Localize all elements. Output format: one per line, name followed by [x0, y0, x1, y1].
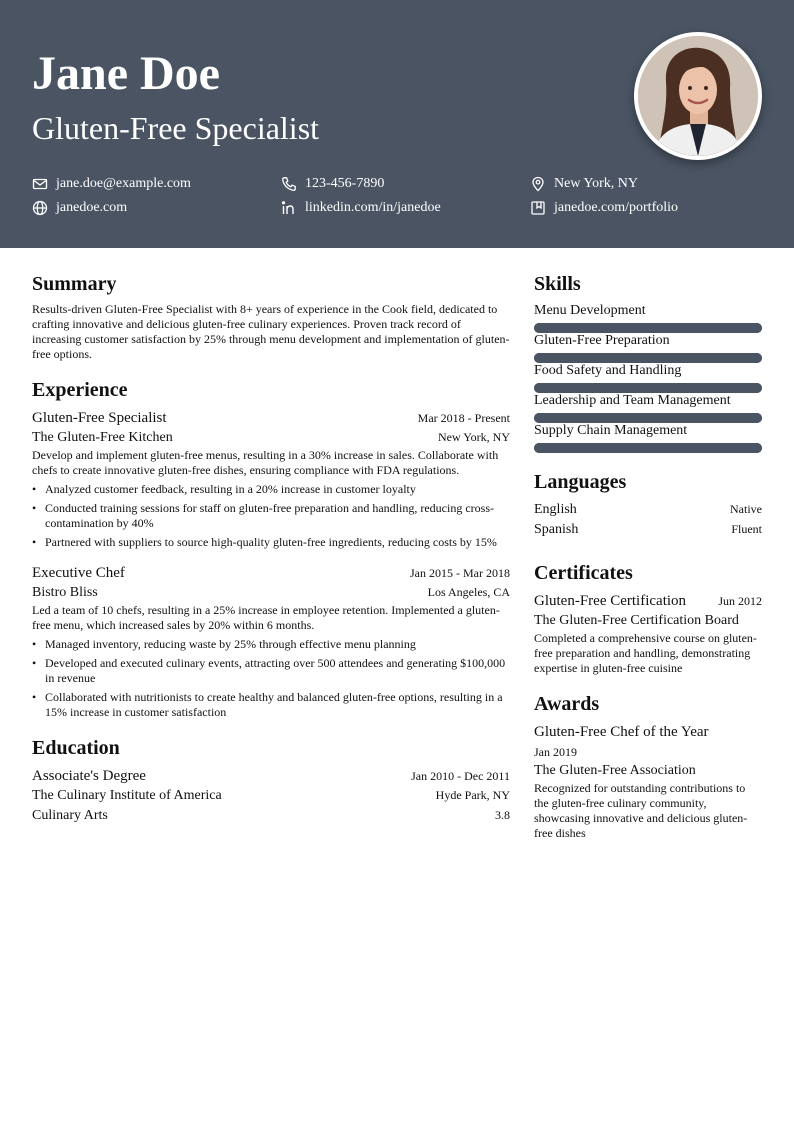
education-degree: Associate's Degree: [32, 768, 146, 784]
experience-section: [32, 376, 510, 720]
job-bullet: • Developed and executed culinary events, attracting over 500 attendees and generating $100,000 in revenue: [32, 656, 510, 686]
right-column: [534, 270, 762, 841]
candidate-name: Jane Doe: [32, 47, 220, 100]
job-bullets: [32, 637, 510, 720]
location-icon: [530, 176, 546, 192]
job-location: New York, NY: [437, 430, 510, 444]
job-bullet: • Partnered with suppliers to source high-quality gluten-free ingredients, reducing costs by 15%: [32, 535, 510, 550]
certificate-issuer: The Gluten-Free Certification Board: [534, 613, 739, 628]
certificate-name: Gluten-Free Certification: [534, 593, 687, 609]
skill-name: Menu Development: [534, 303, 646, 318]
job-bullet: • Managed inventory, reducing waste by 25% through effective menu planning: [32, 637, 510, 652]
experience-heading: Experience: [32, 379, 128, 401]
skills-heading: Skills: [534, 273, 581, 295]
awards-section: [534, 690, 762, 841]
skill-bar: [534, 443, 762, 453]
education-school: The Culinary Institute of America: [32, 788, 222, 803]
job-entry: [32, 563, 510, 720]
education-gpa: 3.8: [495, 808, 510, 822]
education-heading: Education: [32, 737, 120, 759]
contact-location-text: New York, NY: [554, 176, 639, 191]
job-bullets: [32, 482, 510, 550]
award-date: Jan 2019: [534, 745, 577, 759]
contact-linkedin-text[interactable]: linkedin.com/in/janedoe: [305, 200, 441, 215]
contact-portfolio-text[interactable]: janedoe.com/portfolio: [554, 200, 679, 215]
language-name: Spanish: [534, 522, 579, 537]
left-column: [32, 270, 510, 826]
skill-item: [534, 362, 762, 393]
job-description: Led a team of 10 chefs, resulting in a 25% increase in employee retention. Implemented a gluten-free menu, which increased sales by 20% within 6 months.: [32, 603, 500, 632]
mail-icon: [32, 176, 48, 192]
job-description: Develop and implement gluten-free menus, resulting in a 30% increase in sales. Collaborate with chefs to create innovative gluten-free dishes, ensuring compliance with FDA regulations.: [32, 448, 499, 477]
job-role: Executive Chef: [32, 565, 125, 581]
skill-item: [534, 332, 762, 363]
contact-location: [530, 176, 638, 192]
skill-bar-fill: [534, 443, 762, 453]
summary-section: [32, 270, 510, 362]
awards-heading: Awards: [534, 693, 600, 715]
skill-item: [534, 422, 762, 453]
languages-heading: Languages: [534, 471, 627, 493]
award-issuer: The Gluten-Free Association: [534, 763, 696, 778]
education-field: Culinary Arts: [32, 808, 108, 823]
certificates-section: [534, 559, 762, 676]
award-name: Gluten-Free Chef of the Year: [534, 724, 709, 740]
contact-phone[interactable]: [281, 176, 384, 192]
skill-item: [534, 302, 762, 333]
portfolio-icon: [530, 200, 546, 216]
skill-name: Food Safety and Handling: [534, 363, 682, 378]
summary-text: Results-driven Gluten-Free Specialist with 8+ years of experience in the Cook field, dedicated to crafting innovative and delicious gluten-free culinary experiences. Proven track record of increasing customer satisfaction by 25% through menu development and implementation of gluten-free options.: [32, 302, 510, 361]
job-company: Bistro Bliss: [32, 585, 98, 600]
certificate-date: Jun 2012: [718, 594, 762, 608]
job-location: Los Angeles, CA: [427, 585, 510, 599]
skills-section: [534, 270, 762, 453]
resume-header: [0, 0, 794, 248]
contact-website[interactable]: [32, 200, 127, 216]
contact-phone-text[interactable]: 123-456-7890: [305, 176, 385, 191]
contact-portfolio[interactable]: [530, 200, 678, 216]
education-section: [32, 734, 510, 826]
skill-name: Gluten-Free Preparation: [534, 333, 670, 348]
skill-name: Leadership and Team Management: [534, 393, 731, 408]
job-dates: Jan 2015 - Mar 2018: [410, 566, 510, 580]
linkedin-icon: [281, 200, 297, 216]
certificates-heading: Certificates: [534, 562, 633, 584]
job-dates: Mar 2018 - Present: [417, 411, 510, 425]
contact-linkedin[interactable]: [281, 200, 441, 216]
language-level: Fluent: [731, 522, 762, 536]
education-location: Hyde Park, NY: [435, 788, 510, 802]
job-entry: [32, 408, 510, 550]
skill-name: Supply Chain Management: [534, 423, 688, 438]
globe-icon: [32, 200, 48, 216]
profile-photo: [634, 32, 762, 160]
job-role: Gluten-Free Specialist: [32, 410, 167, 426]
job-bullet: • Conducted training sessions for staff on gluten-free preparation and handling, reducing cross-contamination by 40%: [32, 501, 510, 531]
summary-heading: Summary: [32, 273, 117, 295]
job-company: The Gluten-Free Kitchen: [32, 430, 173, 445]
education-dates: Jan 2010 - Dec 2011: [411, 769, 510, 783]
contact-email[interactable]: [32, 176, 191, 192]
job-bullet: • Collaborated with nutritionists to create healthy and balanced gluten-free options, resulting in a 15% increase in customer satisfaction: [32, 690, 510, 720]
job-bullet: • Analyzed customer feedback, resulting in a 20% increase in customer loyalty: [32, 482, 510, 497]
certificate-description: Completed a comprehensive course on gluten-free preparation and handling, demonstrating expertise in gluten-free cuisine: [534, 631, 757, 675]
skill-item: [534, 392, 762, 423]
award-description: Recognized for outstanding contributions to the gluten-free culinary community, showcasing innovative and delicious gluten-free dishes: [534, 781, 748, 840]
languages-section: [534, 468, 762, 540]
phone-icon: [281, 176, 297, 192]
language-name: English: [534, 502, 577, 517]
job-title: Gluten-Free Specialist: [32, 110, 320, 146]
language-level: Native: [730, 502, 762, 516]
contact-website-text[interactable]: janedoe.com: [56, 200, 128, 215]
contact-email-text[interactable]: jane.doe@example.com: [56, 176, 191, 191]
